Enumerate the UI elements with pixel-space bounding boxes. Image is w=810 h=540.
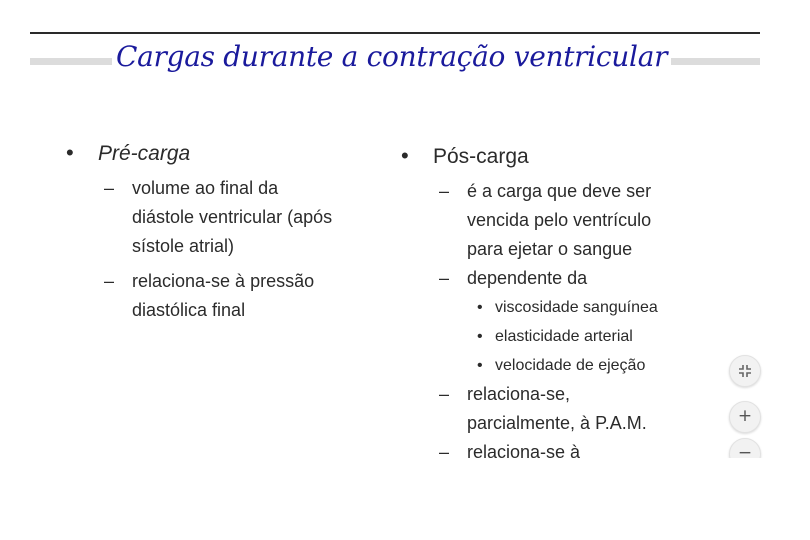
right-item-3-line-1: relaciona-se, <box>467 384 571 404</box>
bullet-dot: • <box>477 328 483 345</box>
minus-icon: − <box>737 443 753 458</box>
left-item-2-line-2: diastólica final <box>132 300 246 320</box>
left-heading: Pré-carga <box>98 142 191 165</box>
left-item-1-line-2: diástole ventricular (após <box>132 207 333 227</box>
left-item-2-line-1: relaciona-se à pressão <box>132 271 315 291</box>
right-subitem-1-text: viscosidade sanguínea <box>495 299 658 316</box>
right-subitem-1 <box>395 293 725 322</box>
left-heading-item <box>60 140 380 168</box>
right-item-2 <box>395 264 725 293</box>
right-item-2-text: dependente da <box>467 268 588 288</box>
right-subitem-3 <box>395 351 725 380</box>
right-item-1-line-2: vencida pelo ventrículo <box>467 210 652 230</box>
left-item-1 <box>60 174 380 203</box>
bullet-dot: • <box>477 357 483 374</box>
right-subitem-2 <box>395 322 725 351</box>
bullet-dash: – <box>439 181 450 201</box>
bullet-dash: – <box>439 442 450 458</box>
bullet-dash: – <box>104 271 115 291</box>
left-item-1-line-1: volume ao final da <box>132 178 279 198</box>
bullet-dash: – <box>104 178 115 198</box>
right-item-4-partial <box>395 438 725 458</box>
right-item-3 <box>395 380 725 409</box>
left-item-1-line-3: sístole atrial) <box>132 236 235 256</box>
right-item-1 <box>395 177 725 206</box>
right-column <box>395 143 725 458</box>
title-top-rule <box>30 32 760 34</box>
slide-title: Cargas durante a contração ventricular <box>112 40 671 73</box>
zoom-out-button[interactable] <box>729 438 761 458</box>
collapse-icon <box>738 364 752 378</box>
left-item-2 <box>60 267 380 296</box>
right-subitem-2-text: elasticidade arterial <box>495 328 633 345</box>
fit-page-button[interactable] <box>729 355 761 387</box>
bullet-dash: – <box>439 384 450 404</box>
plus-icon: + <box>737 406 753 426</box>
right-item-1-line-3: para ejetar o sangue <box>467 239 633 259</box>
right-heading: Pós-carga <box>433 145 529 168</box>
right-item-1-line-1: é a carga que deve ser <box>467 181 652 201</box>
zoom-in-button[interactable] <box>729 401 761 433</box>
bullet-dash: – <box>439 268 450 288</box>
right-item-3-line-2: parcialmente, à P.A.M. <box>467 413 647 433</box>
bullet-dot: • <box>66 140 74 165</box>
bullet-dot: • <box>477 299 483 316</box>
right-heading-item <box>395 143 725 171</box>
left-column <box>60 140 380 325</box>
right-subitem-3-text: velocidade de ejeção <box>495 357 646 374</box>
bullet-dot: • <box>401 143 409 168</box>
right-item-4-partial-text: relaciona-se à <box>467 442 581 458</box>
